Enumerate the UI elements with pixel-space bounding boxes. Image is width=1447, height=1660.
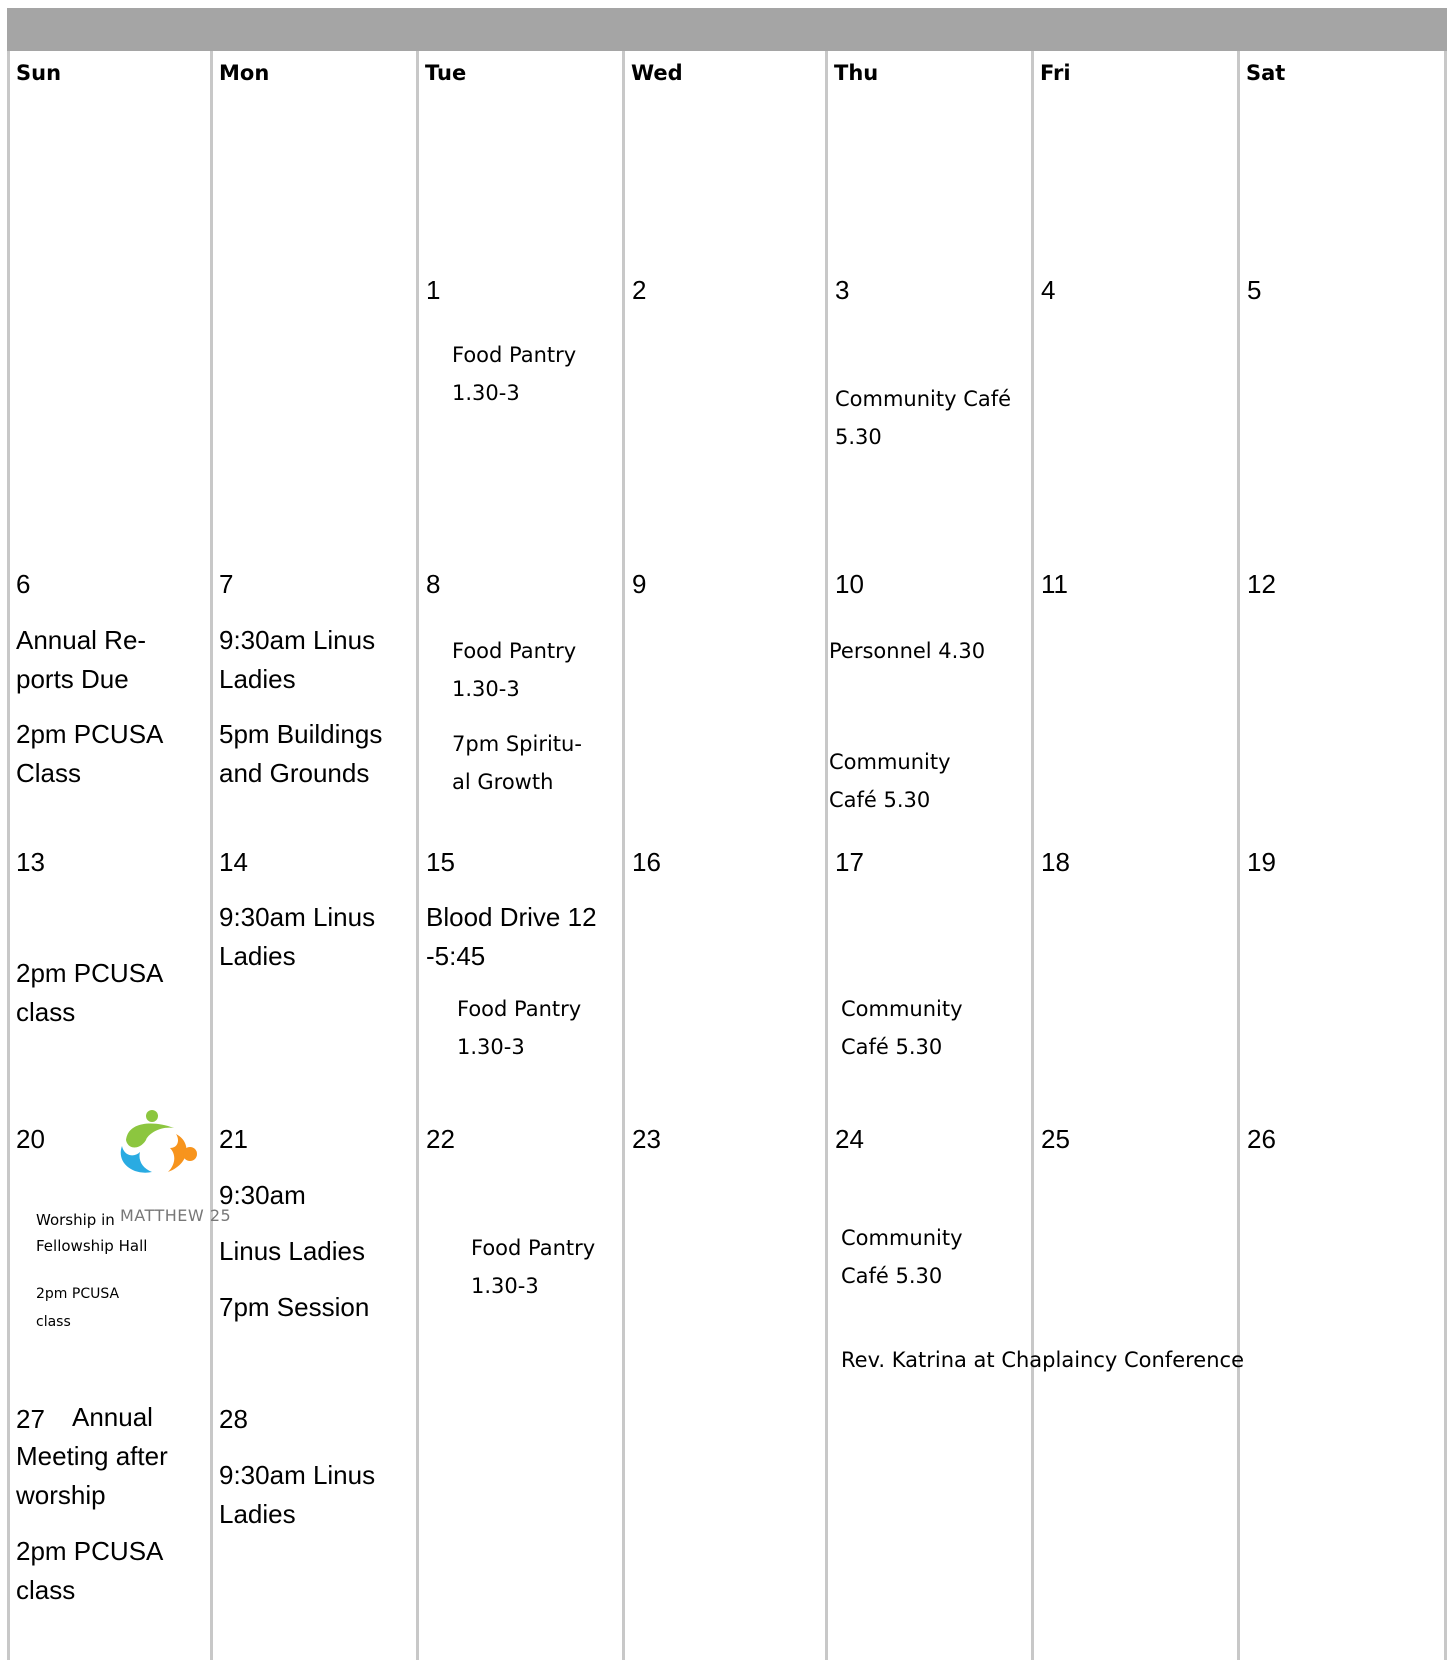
date-1: 1 xyxy=(426,275,441,305)
event-time: 9:30am xyxy=(219,1180,306,1210)
event-personnel: Personnel 4.30 xyxy=(829,639,986,663)
logo-blue-swoosh xyxy=(121,1146,152,1173)
date-8: 8 xyxy=(426,569,441,599)
event-food-pantry: Food Pantry 1.30-3 xyxy=(452,343,577,405)
date-6: 6 xyxy=(16,569,31,599)
event-chaplaincy-conference: Rev. Katrina at Chaplaincy Conference xyxy=(841,1348,1244,1372)
logo-green-dot xyxy=(146,1110,158,1122)
date-3: 3 xyxy=(835,275,850,305)
date-4: 4 xyxy=(1041,275,1056,305)
event-linus-ladies: Linus Ladies xyxy=(219,1236,365,1266)
date-22: 22 xyxy=(426,1124,455,1154)
date-11: 11 xyxy=(1041,569,1068,599)
weekday-fri: Fri xyxy=(1040,61,1071,85)
logo-green-swoosh xyxy=(126,1124,174,1148)
event-annual-meeting-line1: Annual xyxy=(72,1402,153,1432)
date-7: 7 xyxy=(219,569,234,599)
calendar-header-bar xyxy=(7,8,1447,51)
weekday-tue: Tue xyxy=(425,61,467,85)
column-divider xyxy=(1237,51,1240,1660)
date-25: 25 xyxy=(1041,1124,1070,1154)
event-linus-ladies: 9:30am Linus Ladies xyxy=(219,1460,376,1529)
date-13: 13 xyxy=(16,847,45,877)
date-17: 17 xyxy=(835,847,864,877)
event-spiritual-growth: 7pm Spiritu- al Growth xyxy=(452,732,582,794)
date-15: 15 xyxy=(426,847,455,877)
event-pcusa-class: 2pm PCUSA class xyxy=(36,1286,120,1330)
date-28: 28 xyxy=(219,1404,248,1434)
weekday-sun: Sun xyxy=(16,61,62,85)
date-23: 23 xyxy=(632,1124,661,1154)
date-5: 5 xyxy=(1247,275,1262,305)
weekday-wed: Wed xyxy=(631,61,683,85)
matthew-25-logo xyxy=(112,1110,202,1174)
event-annual-meeting: Meeting after worship xyxy=(16,1441,168,1510)
date-19: 19 xyxy=(1247,847,1276,877)
column-divider xyxy=(7,51,10,1660)
event-worship-location: Worship in Fellowship Hall xyxy=(36,1211,148,1255)
date-18: 18 xyxy=(1041,847,1070,877)
event-community-cafe: Community Café 5.30 xyxy=(835,387,1012,449)
date-10: 10 xyxy=(835,569,864,599)
event-community-cafe: Community Café 5.30 xyxy=(841,1226,963,1288)
event-community-cafe: Community Café 5.30 xyxy=(841,997,963,1059)
date-24: 24 xyxy=(835,1124,864,1154)
date-14: 14 xyxy=(219,847,248,877)
date-9: 9 xyxy=(632,569,647,599)
event-pcusa-class: 2pm PCUSA Class xyxy=(16,719,164,788)
column-divider xyxy=(210,51,213,1660)
column-divider xyxy=(1031,51,1034,1660)
event-food-pantry: Food Pantry 1.30-3 xyxy=(452,639,577,701)
date-21: 21 xyxy=(219,1124,248,1154)
event-pcusa-class: 2pm PCUSA class xyxy=(16,958,164,1027)
date-26: 26 xyxy=(1247,1124,1276,1154)
weekday-thu: Thu xyxy=(834,61,879,85)
event-food-pantry: Food Pantry 1.30-3 xyxy=(471,1236,596,1298)
event-food-pantry: Food Pantry 1.30-3 xyxy=(457,997,582,1059)
weekday-sat: Sat xyxy=(1246,61,1286,85)
event-pcusa-class: 2pm PCUSA class xyxy=(16,1536,164,1605)
logo-text: MATTHEW 25 xyxy=(120,1206,232,1225)
event-annual-reports: Annual Re- ports Due xyxy=(16,625,147,694)
weekday-mon: Mon xyxy=(219,61,270,85)
event-community-cafe: Community Café 5.30 xyxy=(829,750,951,812)
event-blood-drive: Blood Drive 12 -5:45 xyxy=(426,902,597,971)
date-27: 27 xyxy=(16,1404,45,1434)
column-divider xyxy=(825,51,828,1660)
date-16: 16 xyxy=(632,847,661,877)
date-12: 12 xyxy=(1247,569,1276,599)
column-divider xyxy=(416,51,419,1660)
event-linus-ladies: 9:30am Linus Ladies xyxy=(219,902,376,971)
logo-orange-dot xyxy=(183,1147,197,1161)
event-linus-ladies: 9:30am Linus Ladies xyxy=(219,625,376,694)
event-session: 7pm Session xyxy=(219,1292,370,1322)
date-2: 2 xyxy=(632,275,647,305)
column-divider xyxy=(622,51,625,1660)
event-buildings-grounds: 5pm Buildings and Grounds xyxy=(219,719,383,788)
date-20: 20 xyxy=(16,1124,45,1154)
